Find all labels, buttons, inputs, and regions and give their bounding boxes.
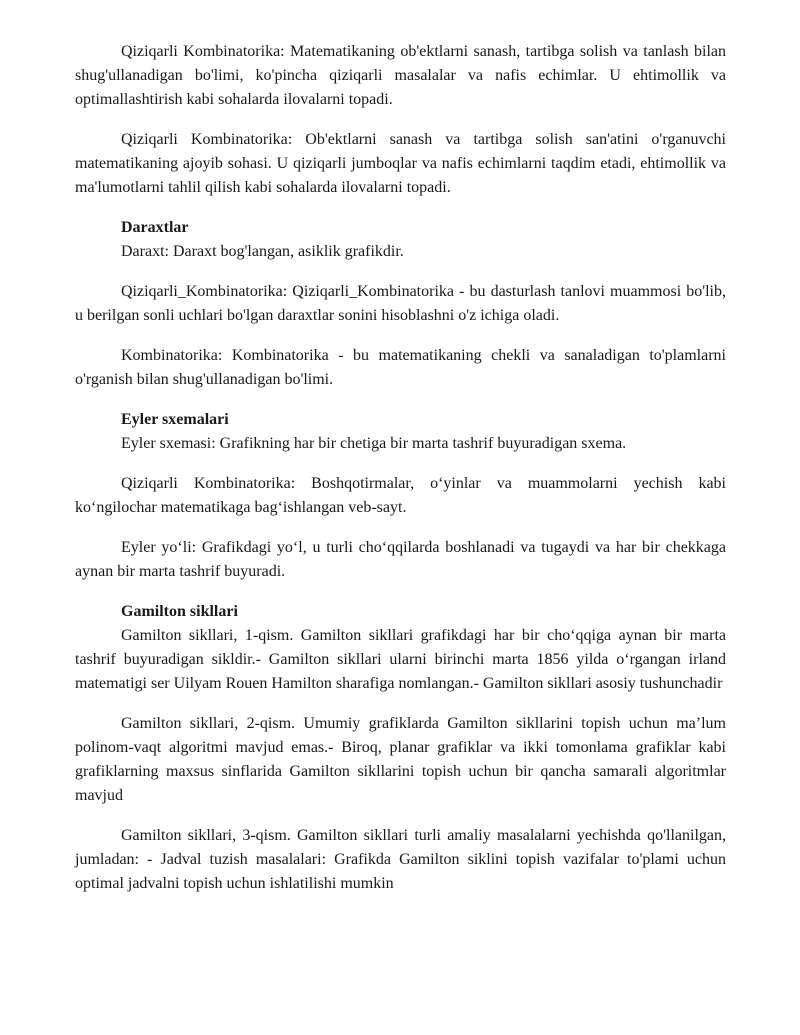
paragraph-tree-counting: Qiziqarli_Kombinatorika: Qiziqarli_Kombinatorika - bu dasturlash tanlovi muammosi bo'lib, u berilgan sonli uchlari bo'lgan daraxtlar sonini hisoblashni o'z ichiga oladi. [75, 283, 726, 324]
heading-euler-circuits: Eyler sxemalari [121, 411, 229, 428]
heading-trees: Daraxtlar [121, 219, 189, 236]
section-trees [75, 216, 726, 264]
paragraph-hamilton-part-2: Gamilton sikllari, 2-qism. Umumiy grafiklarda Gamilton sikllarini topish uchun ma’lum polinom-vaqt algoritmi mavjud emas.- Biroq, planar grafiklar va ikki tomonlama grafiklar kabi grafiklarning maxsus sinflarida Gamilton sikllarini topish uchun bir qancha samarali algoritmlar mavjud [75, 715, 726, 804]
document-page [75, 40, 726, 912]
definition-tree: Daraxt: Daraxt bog'langan, asiklik grafikdir. [121, 243, 404, 260]
paragraph-hamilton-part-3: Gamilton sikllari, 3-qism. Gamilton sikllari turli amaliy masalalarni yechishda qo'llanilgan, jumladan: - Jadval tuzish masalalari: Grafikda Gamilton siklini topish vazifalar to'plami uchun optimal jadvalni topish uchun ishlatilishi mumkin [75, 827, 726, 892]
paragraph-combinatorics-2: Qiziqarli Kombinatorika: Ob'ektlarni sanash va tartibga solish san'atini o'rganuvchi matematikaning ajoyib sohasi. U qiziqarli jumboqlar va nafis echimlarni taqdim etadi, ehtimollik va ma'lumotlarni tahlil qilish kabi sohalarda ilovalarni topadi. [75, 131, 726, 196]
heading-hamilton-cycles: Gamilton sikllari [121, 603, 238, 620]
paragraph-euler-path: Eyler yo‘li: Grafikdagi yo‘l, u turli cho‘qqilarda boshlanadi va tugaydi va har bir chekkaga aynan bir marta tashrif buyuradi. [75, 539, 726, 580]
paragraph-hamilton-part-1: Gamilton sikllari, 1-qism. Gamilton sikllari grafikdagi har bir cho‘qqiga aynan bir marta tashrif buyuradigan sikldir.- Gamilton sikllari ularni birinchi marta 1856 yilda o‘rgangan irland matematigi ser Uilyam Rouen Hamilton sharafiga nomlangan.- Gamilton sikllari asosiy tushunchadir [75, 627, 726, 692]
paragraph-combinatorics-definition: Kombinatorika: Kombinatorika - bu matematikaning chekli va sanaladigan to'plamlarni o'rganish bilan shug'ullanadigan bo'limi. [75, 347, 726, 388]
section-euler [75, 408, 726, 456]
section-hamilton [75, 600, 726, 696]
paragraph-recreational-math: Qiziqarli Kombinatorika: Boshqotirmalar, o‘yinlar va muammolarni yechish kabi ko‘ngilochar matematikaga bag‘ishlangan veb-sayt. [75, 475, 726, 516]
definition-euler-circuit: Eyler sxemasi: Grafikning har bir chetiga bir marta tashrif buyuradigan sxema. [121, 435, 627, 452]
paragraph-combinatorics-1: Qiziqarli Kombinatorika: Matematikaning ob'ektlarni sanash, tartibga solish va tanlash bilan shug'ullanadigan bo'limi, ko'pincha qiziqarli masalalar va nafis echimlar. U ehtimollik va optimallashtirish kabi sohalarda ilovalarni topadi. [75, 43, 726, 108]
